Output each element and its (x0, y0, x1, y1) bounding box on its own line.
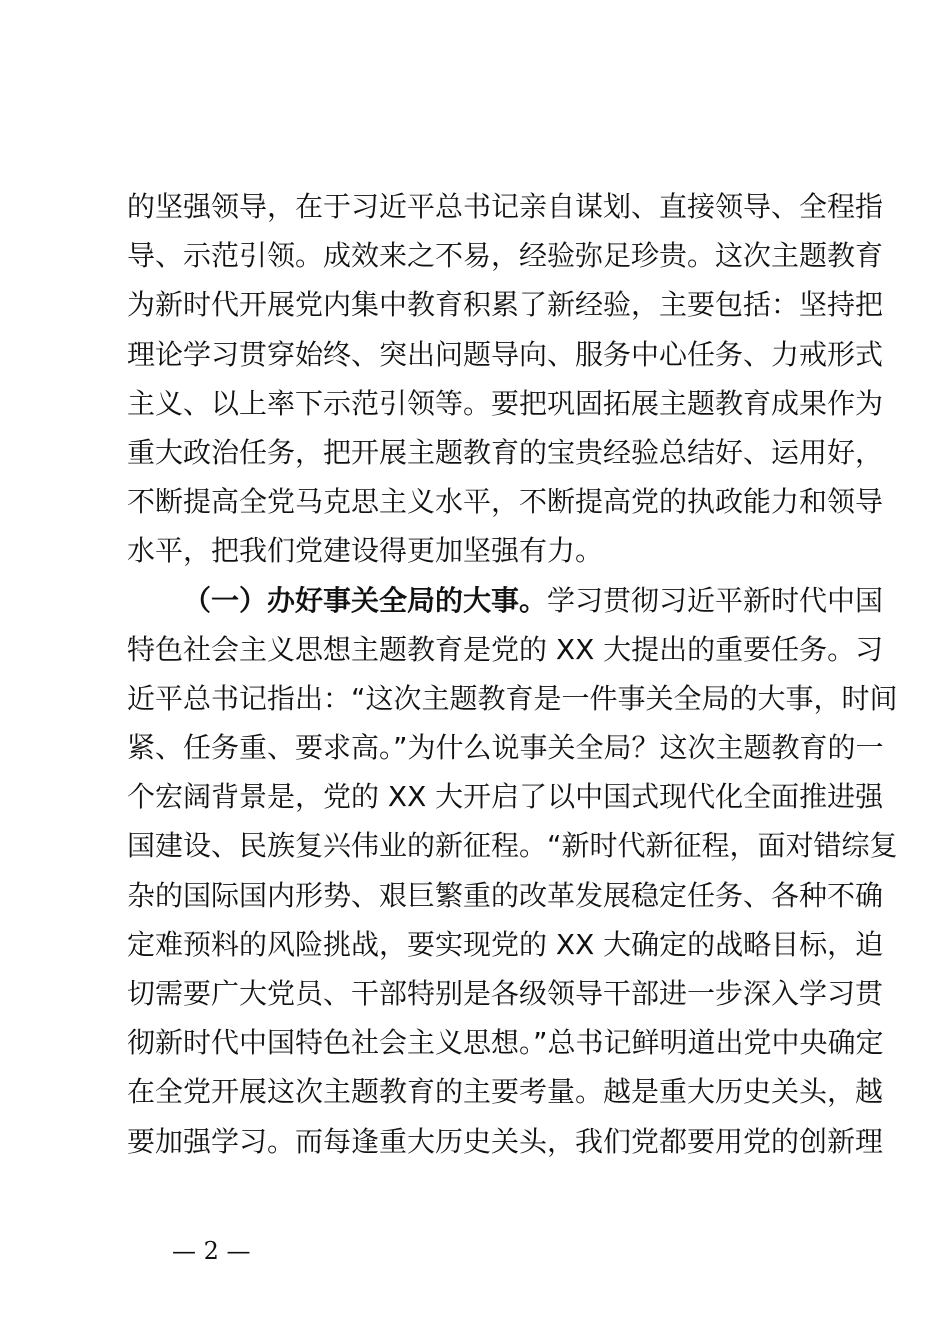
text-line: 的坚强领导，在于习近平总书记亲自谋划、直接领导、全程指 (127, 190, 884, 223)
text-line: 特色社会主义思想主题教育是党的 XX 大提出的重要任务。习 (127, 632, 884, 666)
text-line: 个宏阔背景是，党的 XX 大开启了以中国式现代化全面推进强 (127, 780, 884, 814)
text-line: 要加强学习。而每逢重大历史关头，我们党都要用党的创新理 (127, 1124, 884, 1158)
page-number: — 2 — (172, 1237, 251, 1265)
body-text (127, 182, 898, 1166)
text-line: 近平总书记指出：“这次主题教育是一件事关全局的大事，时间 (127, 681, 898, 715)
text-line: 主义、以上率下示范引领等。要把巩固拓展主题教育成果作为 (127, 386, 884, 420)
text-line: 杂的国际国内形势、艰巨繁重的改革发展稳定任务、各种不确 (127, 878, 884, 912)
section-heading: （一）办好事关全局的大事。 (183, 583, 548, 617)
text-line: 在全党开展这次主题教育的主要考量。越是重大历史关头，越 (127, 1075, 884, 1109)
text-line: 定难预料的风险挑战，要实现党的 XX 大确定的战略目标，迫 (127, 927, 884, 961)
text-line: 重大政治任务，把开展主题教育的宝贵经验总结好、运用好， (127, 435, 884, 469)
text-line: 国建设、民族复兴伟业的新征程。“新时代新征程，面对错综复 (127, 829, 898, 863)
section-first-line-text: 学习贯彻习近平新时代中国 (547, 583, 884, 617)
text-line: 紧、任务重、要求高。”为什么说事关全局？这次主题教育的一 (127, 731, 884, 765)
text-line: 理论学习贯穿始终、突出问题导向、服务中心任务、力戒形式 (127, 337, 884, 371)
text-line: 导、示范引领。成效来之不易，经验弥足珍贵。这次主题教育 (127, 239, 884, 273)
text-line: 水平，把我们党建设得更加坚强有力。 (127, 534, 604, 568)
text-line: 不断提高全党马克思主义水平，不断提高党的执政能力和领导 (127, 485, 884, 519)
text-line: 彻新时代中国特色社会主义思想。”总书记鲜明道出党中央确定 (127, 1026, 884, 1060)
text-line: 切需要广大党员、干部特别是各级领导干部进一步深入学习贯 (127, 977, 884, 1010)
section-first-line (127, 576, 884, 625)
text-line: 为新时代开展党内集中教育积累了新经验，主要包括：坚持把 (127, 288, 884, 322)
